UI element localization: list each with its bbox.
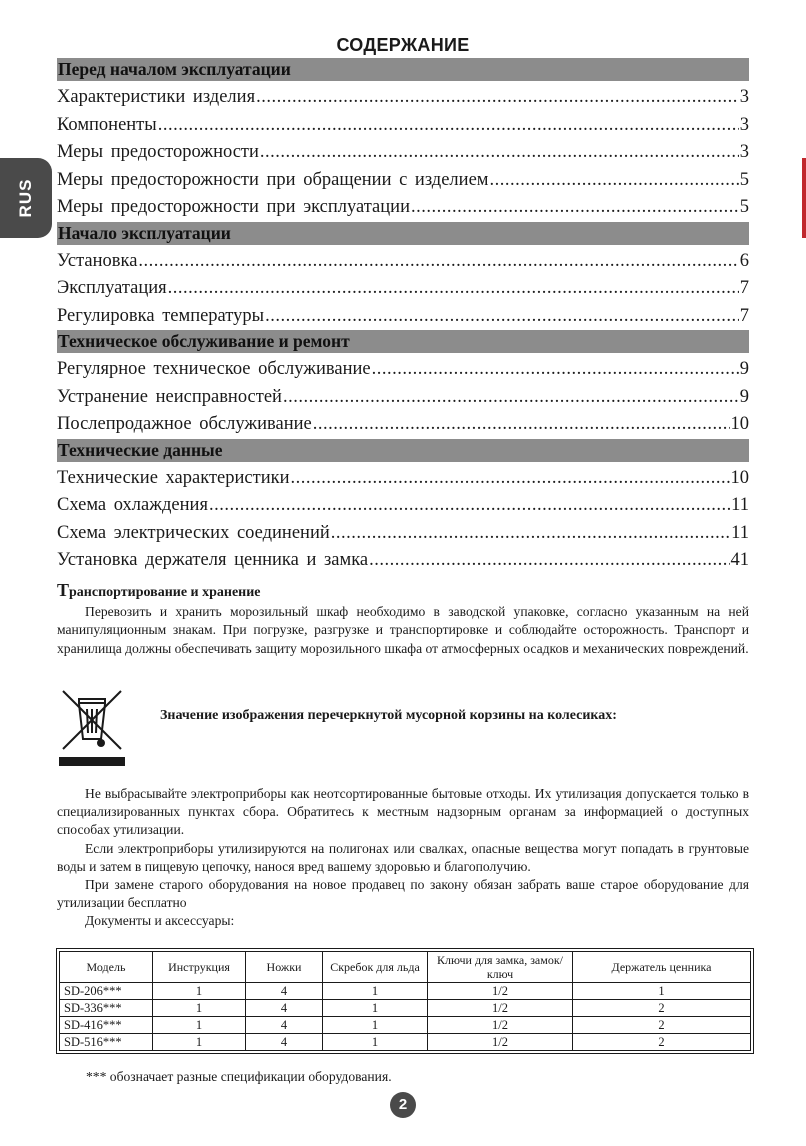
table-cell: 1 — [153, 1000, 246, 1017]
column-header: Скребок для льда — [323, 952, 428, 983]
table-cell: 1 — [153, 983, 246, 1000]
table-cell: 2 — [573, 1017, 751, 1034]
toc-leader-dots — [168, 275, 739, 303]
language-tab — [0, 158, 52, 238]
column-header: Ключи для замка, замок/ключ — [428, 952, 573, 983]
language-tab-label: RUS — [16, 178, 35, 218]
toc-leader-dots — [372, 356, 739, 384]
table-cell: 1/2 — [428, 1034, 573, 1051]
toc-leader-dots — [490, 167, 739, 195]
toc-entry-title: Характеристики изделия — [57, 87, 256, 107]
toc-section-heading: Технические данные — [57, 439, 749, 462]
crossed-out-wheelie-bin-icon — [57, 687, 127, 769]
toc-entry-page: 9 — [739, 386, 749, 407]
toc-leader-dots — [209, 492, 730, 520]
toc-entry-page: 7 — [739, 305, 749, 326]
toc-entry-title: Схема охлаждения — [57, 495, 208, 515]
toc-entry[interactable] — [57, 547, 749, 575]
table-cell: 1 — [153, 1034, 246, 1051]
toc-entry-page: 3 — [739, 142, 749, 162]
column-header: Держатель ценника — [573, 952, 751, 983]
table-cell: 1 — [323, 1017, 428, 1034]
toc-entry[interactable] — [57, 167, 749, 195]
toc-entry-title: Технические характеристики — [57, 467, 290, 488]
transport-text: Перевозить и хранить морозильный шкаф необходимо в заводской упаковке, согласно указанным на ней манипуляционным знакам. При погрузке, разгрузке и транспортировке и соблюдайте осторожность. Транспорт и хранилища должны обеспечивать защиту морозильного шкафа от атмосферных осадков и механических повреждений. — [57, 603, 749, 656]
toc-entry[interactable] — [57, 303, 749, 331]
toc-section-heading: Начало эксплуатации — [57, 222, 749, 245]
disposal-paragraph: Если электроприборы утилизируются на полигонах или свалках, опасные вещества могут попадать в грунтовые воды и затем в пищевую цепочку, нанося вред вашему здоровью и благополучию. — [57, 840, 749, 874]
toc-leader-dots — [283, 384, 739, 412]
toc-entry-page: 7 — [739, 278, 749, 298]
toc-entry[interactable] — [57, 194, 749, 222]
accessories-table — [56, 948, 754, 1054]
toc-entry[interactable] — [57, 275, 749, 303]
toc-entry-page: 3 — [739, 114, 749, 135]
toc-entry[interactable] — [57, 384, 749, 412]
toc-entry-page: 10 — [730, 467, 749, 488]
toc-leader-dots — [158, 112, 739, 140]
toc-entry-page: 6 — [739, 250, 749, 271]
toc-entry-page: 3 — [739, 87, 749, 107]
toc-entry-title: Послепродажное обслуживание — [57, 414, 312, 434]
toc-entry-title: Меры предосторожности при эксплуатации — [57, 197, 410, 217]
column-header: Ножки — [246, 952, 323, 983]
toc-entry-title: Устранение неисправностей — [57, 386, 282, 407]
table-cell: 1/2 — [428, 1017, 573, 1034]
table-cell: 1 — [323, 1034, 428, 1051]
toc-entry-title: Регулировка температуры — [57, 305, 265, 326]
toc-entry-title: Компоненты — [57, 114, 157, 135]
table-cell: 4 — [246, 1000, 323, 1017]
toc-entry[interactable] — [57, 411, 749, 439]
table-cell: 2 — [573, 1034, 751, 1051]
table-cell: SD-336*** — [60, 1000, 153, 1017]
toc-entry[interactable] — [57, 356, 749, 384]
toc-leader-dots — [260, 139, 739, 167]
table-cell: 1 — [323, 983, 428, 1000]
toc-section-heading: Перед началом эксплуатации — [57, 58, 749, 81]
toc-entry[interactable] — [57, 84, 749, 112]
toc-entry[interactable] — [57, 112, 749, 140]
toc-entry-page: 11 — [731, 495, 749, 515]
table-header-row — [60, 952, 751, 983]
table-of-contents — [57, 58, 749, 575]
weee-symbol-title: Значение изображения перечеркнутой мусорной корзины на колесиках: — [160, 708, 617, 723]
disposal-paragraph: Не выбрасывайте электроприборы как неотсортированные бытовые отходы. Их утилизация допускается только в специализированных пунктах сбора. Обратитесь к местным надзорным органам за информацией о доступных способах утилизации. — [57, 786, 749, 838]
toc-entry[interactable] — [57, 465, 749, 493]
toc-leader-dots — [331, 520, 730, 548]
table-cell: 4 — [246, 983, 323, 1000]
toc-leader-dots — [411, 194, 739, 222]
toc-entry-title: Меры предосторожности — [57, 142, 259, 162]
table-row — [60, 1034, 751, 1051]
toc-entry-title: Установка — [57, 250, 138, 271]
table-cell: 1 — [573, 983, 751, 1000]
disposal-section — [57, 785, 749, 931]
toc-entry-page: 5 — [739, 197, 749, 217]
disposal-paragraph: При замене старого оборудования на новое продавец по закону обязан забрать ваше старое оборудование для утилизации бесплатно — [57, 877, 749, 911]
toc-entry[interactable] — [57, 492, 749, 520]
spec-footnote: *** обозначает разные спецификации оборудования. — [86, 1069, 392, 1084]
toc-entry[interactable] — [57, 520, 749, 548]
toc-entry-page: 11 — [731, 522, 749, 543]
column-header: Модель — [60, 952, 153, 983]
table-cell: SD-206*** — [60, 983, 153, 1000]
toc-section-heading: Техническое обслуживание и ремонт — [57, 330, 749, 353]
table-row — [60, 983, 751, 1000]
toc-entry-title: Установка держателя ценника и замка — [57, 550, 369, 570]
accessories-caption: Документы и аксессуары: — [85, 913, 235, 929]
page-title: СОДЕРЖАНИЕ — [336, 35, 470, 55]
table-row — [60, 1000, 751, 1017]
toc-leader-dots — [138, 248, 738, 276]
toc-leader-dots — [313, 411, 730, 439]
transport-heading-initial: Т — [57, 580, 70, 600]
table-cell: 4 — [246, 1017, 323, 1034]
page-number: 2 — [390, 1092, 416, 1118]
table-cell: 1 — [323, 1000, 428, 1017]
transport-section — [57, 581, 749, 658]
toc-leader-dots — [369, 547, 729, 575]
page-edge-marker — [802, 158, 806, 238]
toc-entry-title: Меры предосторожности при обращении с изделием — [57, 169, 489, 190]
toc-leader-dots — [290, 465, 729, 493]
toc-entry-title: Регулярное техническое обслуживание — [57, 359, 371, 379]
transport-heading — [57, 581, 749, 603]
table-row — [60, 1017, 751, 1034]
toc-leader-dots — [256, 84, 739, 112]
table-cell: SD-416*** — [60, 1017, 153, 1034]
column-header: Инструкция — [153, 952, 246, 983]
table-cell: 1 — [153, 1017, 246, 1034]
toc-leader-dots — [265, 303, 739, 331]
table-cell: 1/2 — [428, 1000, 573, 1017]
toc-entry-title: Схема электрических соединений — [57, 522, 330, 543]
table-cell: 2 — [573, 1000, 751, 1017]
toc-entry-page: 5 — [739, 169, 749, 190]
toc-entry-title: Эксплуатация — [57, 278, 167, 298]
toc-entry[interactable] — [57, 248, 749, 276]
toc-entry-page: 9 — [739, 359, 749, 379]
table-cell: 1/2 — [428, 983, 573, 1000]
table-cell: SD-516*** — [60, 1034, 153, 1051]
toc-entry-page: 10 — [730, 414, 749, 434]
transport-heading-rest: ранспортирование и хранение — [69, 585, 261, 600]
toc-entry-page: 41 — [730, 550, 749, 570]
toc-entry[interactable] — [57, 139, 749, 167]
table-cell: 4 — [246, 1034, 323, 1051]
